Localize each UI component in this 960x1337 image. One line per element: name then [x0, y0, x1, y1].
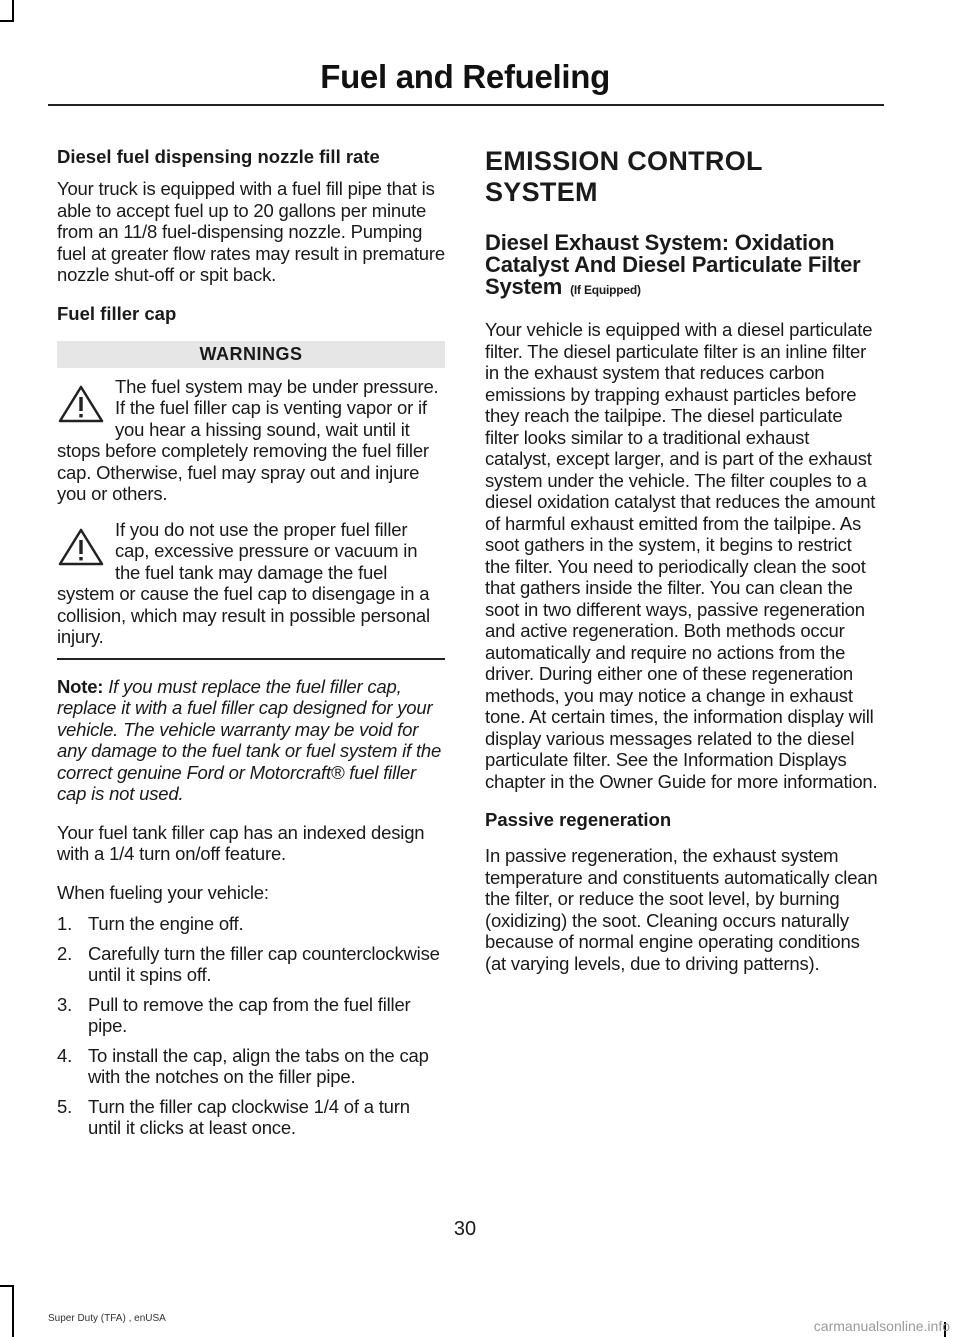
passive-paragraph: In passive regeneration, the exhaust system temperature and constituents automatically clean the filter, or reduce the soot level, by burning (oxidizing) the soot. Cleaning occurs naturally because of normal engine operating conditions (at varying levels, due to driving patterns). [485, 845, 878, 974]
passive-heading: Passive regeneration [485, 809, 672, 830]
cap-heading: Fuel filler cap [57, 302, 177, 324]
right-column [485, 140, 880, 991]
warning-item [57, 519, 445, 648]
warning-triangle-icon [57, 384, 105, 424]
header-divider [48, 104, 884, 106]
nozzle-paragraph: Your truck is equipped with a fuel fill pipe that is able to accept fuel up to 20 gallons per minute from an 11/8 fuel-dispensing nozzle. Pumping fuel at greater flow rates may result in premature nozzle shut-off or spit back. [57, 178, 445, 285]
warnings-divider [57, 658, 445, 660]
list-item: 5. Turn the filler cap clockwise 1/4 of a turn until it clicks at least once. [57, 1095, 410, 1138]
dpf-paragraph: Your vehicle is equipped with a diesel particulate filter. The diesel particulate filter is an inline filter in the exhaust system that reduces carbon emissions by trapping exhaust particles before they reach the tailpipe. The diesel particulate filter looks similar to a traditional exhaust catalyst, except larger, and is part of the exhaust system under the vehicle. The filter couples to a diesel oxidation catalyst that reduces the amount of harmful exhaust emitted from the tailpipe. As soot gathers in the system, it begins to restrict the filter. You need to periodically clean the soot that gathers inside the filter. You can clean the soot in two different ways, passive regeneration and active regeneration. Both methods occur automatically and require no actions from the driver. During either one of these regeneration methods, you may notice a change in exhaust tone. At certain times, the information display will display various messages related to the diesel particulate filter. See the Information Displays chapter in the Owner Guide for more information. [485, 319, 878, 792]
list-item: 3. Pull to remove the cap from the fuel filler pipe. [57, 993, 411, 1036]
note-label: Note: [57, 675, 104, 697]
list-item: 2. Carefully turn the filler cap counterclockwise until it spins off. [57, 942, 440, 985]
fueling-intro: When fueling your vehicle: [57, 881, 269, 903]
nozzle-heading: Diesel fuel dispensing nozzle fill rate [57, 146, 380, 167]
page-number: 30 [453, 1218, 477, 1240]
crop-mark [0, 1285, 14, 1287]
note-paragraph [57, 676, 445, 805]
warning-triangle-icon [57, 527, 105, 567]
section-subheading: Diesel Exhaust System: Oxidation Catalyst And Diesel Particulate Filter System (If Equipped) [485, 230, 861, 299]
warnings-banner: WARNINGS [57, 341, 445, 368]
crop-mark [12, 0, 14, 20]
crop-mark [0, 20, 14, 22]
indexed-paragraph: Your fuel tank filler cap has an indexed design with a 1/4 turn on/off feature. [57, 821, 425, 864]
page-title: Fuel and Refueling [320, 58, 610, 95]
list-item: 4. To install the cap, align the tabs on the cap with the notches on the filler pipe. [57, 1044, 429, 1087]
warning-item [57, 376, 445, 505]
fueling-steps [57, 913, 445, 1139]
crop-mark [12, 1285, 14, 1337]
equipment-note: (If Equipped) [570, 283, 641, 297]
edition-label: Super Duty (TFA) , enUSA [48, 1313, 166, 1324]
warning-text: The fuel system may be under pressure. If the fuel filler cap is venting vapor or if you hear a hissing sound, wait until it stops before completely removing the fuel filler cap. Otherwise, fuel may spray out and injure you or others. [57, 375, 439, 504]
note-text: If you must replace the fuel filler cap, replace it with a fuel filler cap designed for your vehicle. The vehicle warranty may be void for any damage to the fuel tank or fuel system if the correct genuine Ford or Motorcraft® fuel filler cap is not used. [57, 675, 442, 804]
section-title: EMISSION CONTROL SYSTEM [485, 146, 763, 207]
warning-text: If you do not use the proper fuel filler cap, excessive pressure or vacuum in the fuel tank may damage the fuel system or cause the fuel cap to disengage in a collision, which may result in possible personal injury. [57, 518, 430, 647]
list-item: 1. Turn the engine off. [57, 913, 244, 934]
left-column [57, 140, 445, 1147]
watermark: carmanualsonline.info [813, 1318, 950, 1334]
